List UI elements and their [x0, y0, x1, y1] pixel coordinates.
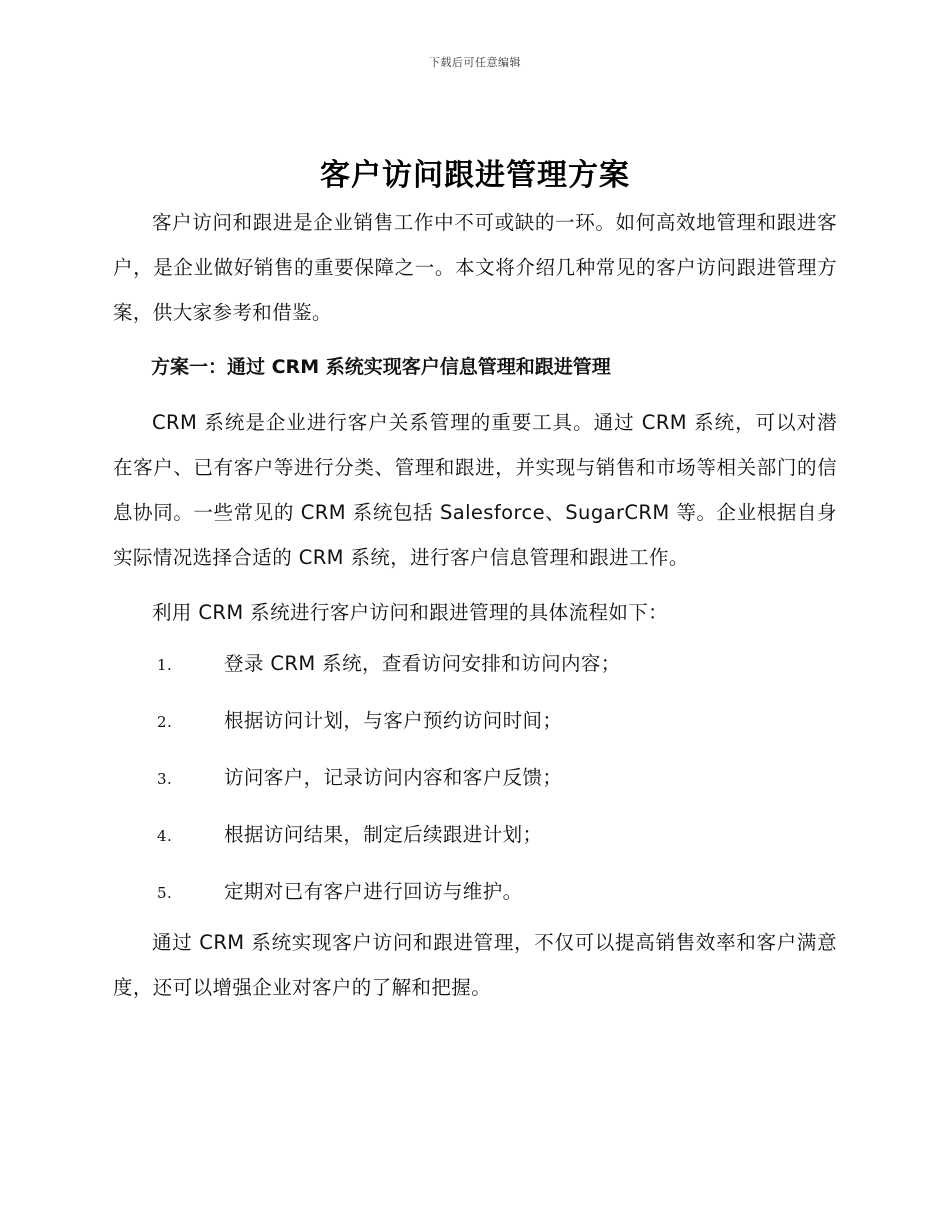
step-text: 登录 CRM 系统，查看访问安排和访问内容； [224, 652, 621, 675]
step-text: 根据访问计划，与客户预约访问时间； [224, 709, 563, 732]
step-number: 2. [157, 713, 173, 731]
crm-paragraph: CRM 系统是企业进行客户关系管理的重要工具。通过 CRM 系统，可以对潜在客户、已有客户等进行分类、管理和跟进，并实现与销售和市场等相关部门的信息协同。一些常见的 CRM 系统包括 Salesforce、SugarCRM 等。企业根据自身实际情况选择合适的 CRM 系统，进行客户信息管理和跟进工作。 [113, 411, 837, 569]
step-number: 5. [157, 884, 173, 902]
process-intro-paragraph: 利用 CRM 系统进行客户访问和跟进管理的具体流程如下： [152, 601, 669, 624]
step-text: 访问客户，记录访问内容和客户反馈； [224, 766, 563, 789]
header-note: 下载后可任意编辑 [429, 56, 521, 69]
document-title: 客户访问跟进管理方案 [320, 158, 630, 193]
process-steps-list [113, 635, 837, 920]
step-number: 4. [157, 827, 173, 845]
step-text: 定期对已有客户进行回访与维护。 [224, 880, 523, 903]
spacer [113, 580, 837, 590]
step-number: 1. [157, 656, 173, 674]
list-item [113, 806, 837, 863]
step-text: 根据访问结果，制定后续跟进计划； [224, 823, 543, 846]
section-heading: 方案一：通过 CRM 系统实现客户信息管理和跟进管理 [151, 356, 611, 378]
intro-paragraph: 客户访问和跟进是企业销售工作中不可或缺的一环。如何高效地管理和跟进客户，是企业做好销售的重要保障之一。本文将介绍几种常见的客户访问跟进管理方案，供大家参考和借鉴。 [113, 211, 837, 324]
spacer [113, 390, 837, 400]
conclusion-paragraph: 通过 CRM 系统实现客户访问和跟进管理，不仅可以提高销售效率和客户满意度，还可以增强企业对客户的了解和把握。 [113, 931, 837, 999]
document-body [113, 200, 837, 1010]
list-item [113, 635, 837, 692]
list-item [113, 749, 837, 806]
list-item [113, 863, 837, 920]
step-number: 3. [157, 770, 173, 788]
list-item [113, 692, 837, 749]
